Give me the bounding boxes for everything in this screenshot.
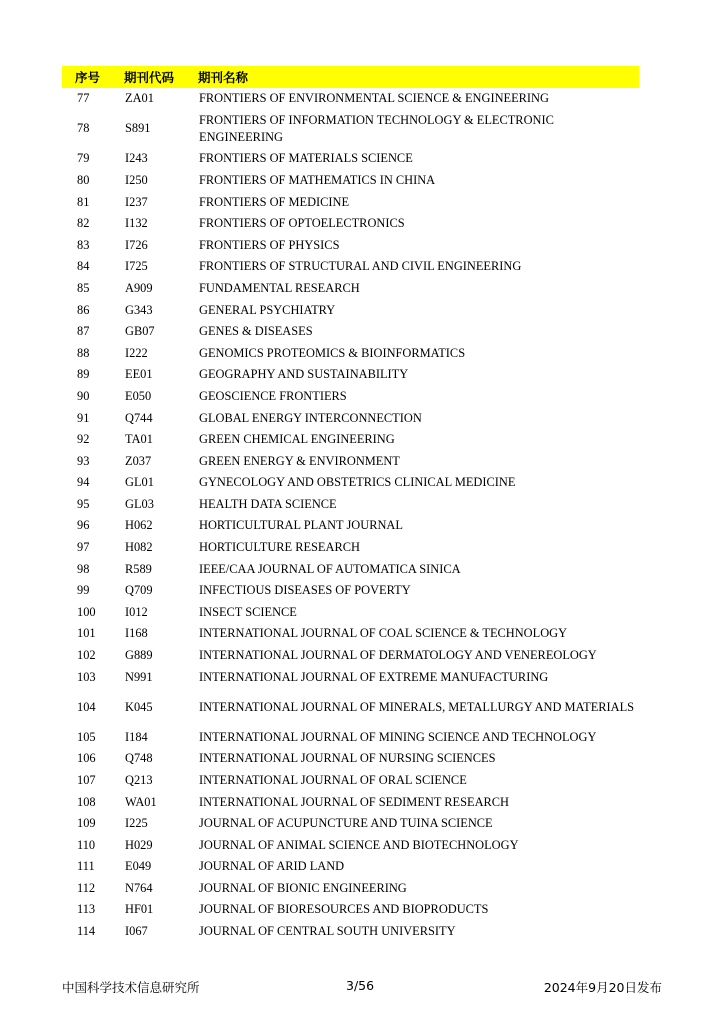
row-journal-code: I067	[125, 924, 148, 939]
footer-page-number: 3/56	[346, 978, 375, 993]
row-serial-number: 106	[77, 751, 96, 766]
table-row	[62, 813, 639, 835]
row-journal-code: H029	[125, 837, 153, 852]
row-journal-code: N991	[125, 669, 153, 684]
row-journal-name: JOURNAL OF CENTRAL SOUTH UNIVERSITY	[199, 924, 456, 939]
row-journal-name: GEOSCIENCE FRONTIERS	[199, 388, 347, 403]
row-journal-code: Q744	[125, 410, 153, 425]
table-row	[62, 407, 639, 429]
table-row	[62, 299, 639, 321]
row-journal-code: R589	[125, 561, 152, 576]
row-journal-name: HORTICULTURE RESEARCH	[199, 540, 360, 555]
row-journal-code: HF01	[125, 902, 154, 917]
row-journal-code: G343	[125, 302, 153, 317]
row-journal-code: I168	[125, 626, 148, 641]
table-row	[62, 688, 639, 727]
row-journal-name: GREEN ENERGY & ENVIRONMENT	[199, 453, 400, 468]
table-row	[62, 364, 639, 386]
row-serial-number: 100	[77, 604, 96, 619]
table-row	[62, 88, 639, 110]
row-serial-number: 104	[77, 699, 96, 714]
row-journal-name: FRONTIERS OF PHYSICS	[199, 237, 340, 252]
row-serial-number: 87	[77, 324, 90, 339]
header-journal-name: 期刊名称	[198, 70, 249, 85]
row-serial-number: 93	[77, 453, 90, 468]
row-journal-code: I225	[125, 816, 148, 831]
row-serial-number: 92	[77, 432, 90, 447]
row-journal-name: IEEE/CAA JOURNAL OF AUTOMATICA SINICA	[199, 561, 461, 576]
row-journal-code: TA01	[125, 432, 153, 447]
table-row	[62, 213, 639, 235]
footer-organization: 中国科学技术信息研究所	[62, 980, 200, 995]
row-journal-name: INFECTIOUS DISEASES OF POVERTY	[199, 583, 411, 598]
table-row	[62, 921, 639, 943]
row-serial-number: 79	[77, 151, 90, 166]
row-journal-code: G889	[125, 648, 153, 663]
row-journal-name: JOURNAL OF ACUPUNCTURE AND TUINA SCIENCE	[199, 816, 493, 831]
table-row	[62, 856, 639, 878]
row-serial-number: 85	[77, 280, 90, 295]
table-row	[62, 770, 639, 792]
row-journal-name: INTERNATIONAL JOURNAL OF COAL SCIENCE & TECHNOLOGY	[199, 626, 568, 641]
row-journal-code: EE01	[125, 367, 153, 382]
table-row	[62, 450, 639, 472]
row-journal-code: GB07	[125, 324, 155, 339]
row-journal-name: FRONTIERS OF ENVIRONMENTAL SCIENCE & ENGINEERING	[199, 91, 549, 106]
row-journal-name: JOURNAL OF BIORESOURCES AND BIOPRODUCTS	[199, 902, 489, 917]
row-journal-code: H062	[125, 518, 153, 533]
row-journal-name: GENERAL PSYCHIATRY	[199, 302, 336, 317]
table-row	[62, 386, 639, 408]
row-journal-code: N764	[125, 880, 153, 895]
table-row	[62, 791, 639, 813]
table-row	[62, 472, 639, 494]
table-row	[62, 110, 639, 149]
row-journal-name: INTERNATIONAL JOURNAL OF SEDIMENT RESEARCH	[199, 794, 509, 809]
row-journal-name: HEALTH DATA SCIENCE	[199, 496, 337, 511]
row-journal-code: GL03	[125, 496, 154, 511]
table-row	[62, 580, 639, 602]
row-journal-name: JOURNAL OF ARID LAND	[199, 859, 345, 874]
row-serial-number: 101	[77, 626, 96, 641]
row-journal-name: GYNECOLOGY AND OBSTETRICS CLINICAL MEDICINE	[199, 475, 516, 490]
row-journal-name: INTERNATIONAL JOURNAL OF DERMATOLOGY AND VENEREOLOGY	[199, 648, 597, 663]
row-serial-number: 86	[77, 302, 90, 317]
row-journal-code: S891	[125, 121, 151, 136]
row-journal-code: I184	[125, 729, 148, 744]
row-serial-number: 89	[77, 367, 90, 382]
row-journal-name: FUNDAMENTAL RESEARCH	[199, 280, 360, 295]
row-journal-name: HORTICULTURAL PLANT JOURNAL	[199, 518, 403, 533]
row-serial-number: 83	[77, 237, 90, 252]
table-row	[62, 148, 639, 170]
row-journal-code: I243	[125, 151, 148, 166]
row-journal-code: Q213	[125, 772, 153, 787]
row-journal-code: Q748	[125, 751, 153, 766]
row-serial-number: 110	[77, 837, 96, 852]
row-serial-number: 84	[77, 259, 90, 274]
table-row	[62, 878, 639, 900]
footer-publish-date: 2024年9月20日发布	[543, 980, 662, 995]
row-journal-name: INTERNATIONAL JOURNAL OF NURSING SCIENCES	[199, 751, 496, 766]
row-serial-number: 97	[77, 540, 90, 555]
row-journal-code: Z037	[125, 453, 152, 468]
table-row	[62, 537, 639, 559]
header-serial-number: 序号	[75, 70, 101, 85]
row-journal-name: INSECT SCIENCE	[199, 604, 297, 619]
table-row	[62, 834, 639, 856]
journal-table	[62, 66, 639, 942]
row-serial-number: 96	[77, 518, 90, 533]
row-serial-number: 95	[77, 496, 90, 511]
row-serial-number: 80	[77, 172, 90, 187]
table-row	[62, 515, 639, 537]
row-journal-name: INTERNATIONAL JOURNAL OF EXTREME MANUFACTURING	[199, 669, 549, 684]
row-serial-number: 90	[77, 388, 90, 403]
row-journal-name: JOURNAL OF BIONIC ENGINEERING	[199, 880, 407, 895]
row-journal-name: GEOGRAPHY AND SUSTAINABILITY	[199, 367, 409, 382]
row-serial-number: 103	[77, 669, 96, 684]
row-journal-code: E049	[125, 859, 152, 874]
table-row	[62, 899, 639, 921]
row-journal-name: FRONTIERS OF INFORMATION TECHNOLOGY & ELECTRONIC ENGINEERING	[199, 112, 554, 144]
table-row	[62, 278, 639, 300]
row-journal-code: I012	[125, 604, 148, 619]
table-row	[62, 191, 639, 213]
row-journal-code: I237	[125, 194, 148, 209]
row-serial-number: 98	[77, 561, 90, 576]
row-serial-number: 105	[77, 729, 96, 744]
table-body	[62, 88, 639, 942]
row-journal-name: FRONTIERS OF MATHEMATICS IN CHINA	[199, 172, 436, 187]
table-row	[62, 623, 639, 645]
table-row	[62, 558, 639, 580]
row-journal-code: E050	[125, 388, 152, 403]
row-journal-code: I725	[125, 259, 148, 274]
row-journal-code: K045	[125, 699, 153, 714]
table-row	[62, 666, 639, 688]
row-journal-name: FRONTIERS OF MATERIALS SCIENCE	[199, 151, 413, 166]
row-journal-name: INTERNATIONAL JOURNAL OF ORAL SCIENCE	[199, 772, 467, 787]
table-row	[62, 429, 639, 451]
row-serial-number: 111	[77, 859, 95, 874]
row-journal-code: Q709	[125, 583, 153, 598]
row-serial-number: 102	[77, 648, 96, 663]
table-row	[62, 234, 639, 256]
row-journal-name: FRONTIERS OF STRUCTURAL AND CIVIL ENGINEERING	[199, 259, 522, 274]
row-serial-number: 82	[77, 216, 90, 231]
table-row	[62, 170, 639, 192]
table-row	[62, 256, 639, 278]
header-journal-code: 期刊代码	[124, 70, 175, 85]
row-journal-code: I726	[125, 237, 148, 252]
row-journal-code: I222	[125, 345, 148, 360]
table-row	[62, 321, 639, 343]
row-journal-code: I132	[125, 216, 148, 231]
row-journal-code: A909	[125, 280, 153, 295]
row-journal-name: FRONTIERS OF OPTOELECTRONICS	[199, 216, 405, 231]
row-serial-number: 94	[77, 475, 90, 490]
row-serial-number: 113	[77, 902, 96, 917]
table-row	[62, 726, 639, 748]
page-footer	[62, 978, 662, 998]
header-row	[62, 66, 639, 88]
row-serial-number: 77	[77, 91, 90, 106]
row-journal-name: GENES & DISEASES	[199, 324, 313, 339]
row-serial-number: 114	[77, 924, 96, 939]
row-journal-name: JOURNAL OF ANIMAL SCIENCE AND BIOTECHNOLOGY	[199, 837, 519, 852]
row-serial-number: 112	[77, 880, 96, 895]
row-journal-name: GENOMICS PROTEOMICS & BIOINFORMATICS	[199, 345, 466, 360]
row-serial-number: 99	[77, 583, 90, 598]
row-serial-number: 81	[77, 194, 90, 209]
row-journal-name: GLOBAL ENERGY INTERCONNECTION	[199, 410, 422, 425]
row-journal-name: GREEN CHEMICAL ENGINEERING	[199, 432, 395, 447]
row-journal-name: FRONTIERS OF MEDICINE	[199, 194, 350, 209]
table-row	[62, 342, 639, 364]
row-journal-code: WA01	[125, 794, 157, 809]
row-serial-number: 107	[77, 772, 96, 787]
row-journal-name: INTERNATIONAL JOURNAL OF MINERALS, METALLURGY AND MATERIALS	[199, 699, 635, 714]
table-row	[62, 494, 639, 516]
row-journal-code: ZA01	[125, 91, 154, 106]
table-header	[62, 66, 639, 88]
row-serial-number: 88	[77, 345, 90, 360]
row-journal-name: INTERNATIONAL JOURNAL OF MINING SCIENCE AND TECHNOLOGY	[199, 729, 597, 744]
row-serial-number: 91	[77, 410, 90, 425]
table-row	[62, 645, 639, 667]
table-row	[62, 602, 639, 624]
row-serial-number: 78	[77, 121, 90, 136]
row-journal-code: H082	[125, 540, 153, 555]
table-row	[62, 748, 639, 770]
row-serial-number: 109	[77, 816, 96, 831]
row-serial-number: 108	[77, 794, 96, 809]
row-journal-code: GL01	[125, 475, 154, 490]
row-journal-code: I250	[125, 172, 148, 187]
